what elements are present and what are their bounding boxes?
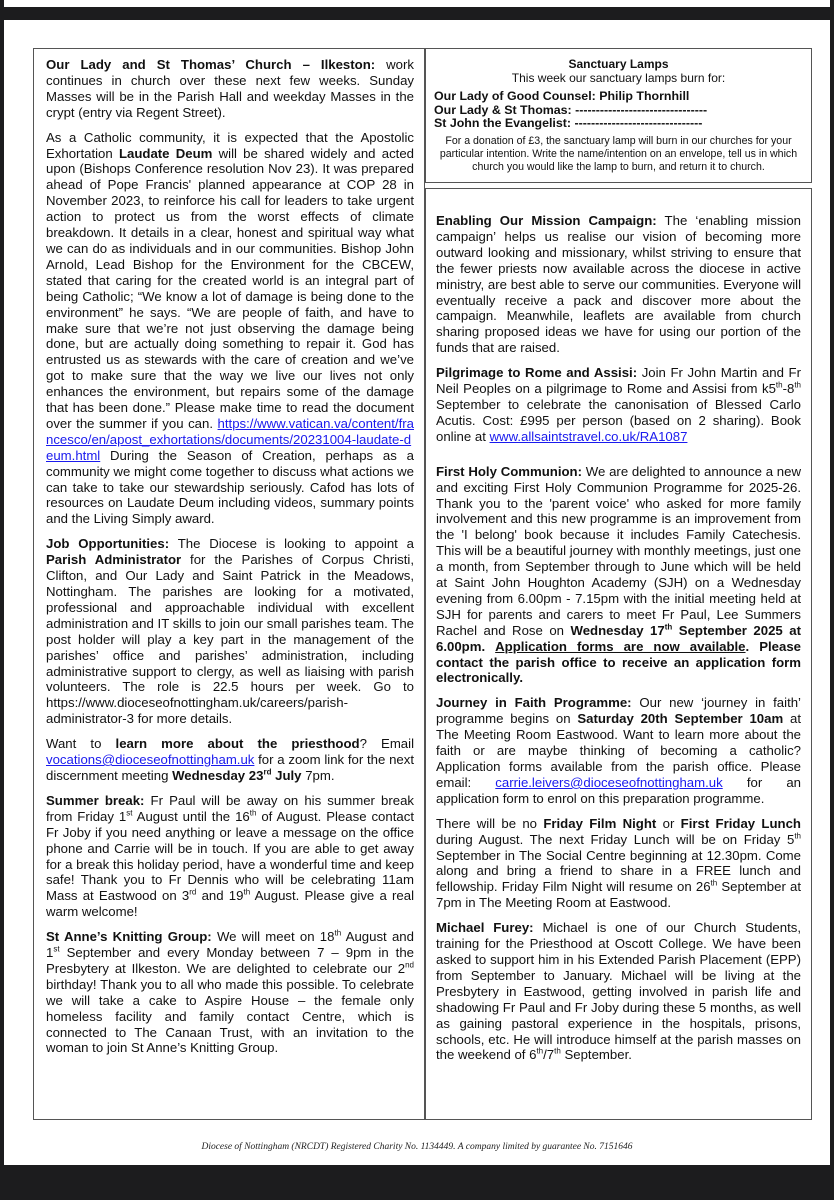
lamps-title: Sanctuary Lamps	[568, 57, 669, 71]
date-a: Wednesday 23	[172, 767, 264, 783]
carrie-email-link[interactable]: carrie.leivers@dioceseofnottingham.uk	[495, 774, 723, 790]
t: Fr Paul will be away on his summer break from Friday 1	[46, 792, 415, 824]
previous-page-edge	[4, 0, 830, 7]
sup: th	[554, 1047, 561, 1057]
journey-date: Saturday 20th September 10am	[577, 711, 784, 727]
t: at The Meeting Room Eastwood. Want to learn more about the faith or are maybe thinking of becoming a catholic? Application forms available from the parish office. Please email:	[436, 711, 801, 790]
ilkeston-notice	[46, 57, 414, 121]
mission-campaign-notice	[436, 213, 801, 356]
sup: th	[243, 887, 251, 897]
pilgrimage-notice	[436, 365, 801, 445]
laudate-link[interactable]: https://www.vatican.va/content/francesco/en/apost_exhortations/documents/20231004-laudate-deum.html	[46, 415, 414, 463]
newsletter-page	[4, 20, 830, 1165]
laudate-body: will be shared widely and acted upon (Bishops Conference resolution Nov 23). It was prepared ahead of Pope Francis' planned appearance at COP 28 in November 2023, to reinforce his call for leaders to take urgent action to protect us from the worst effects of climate breakdown. It details in a clear, honest and spiritual way what we can do as individuals and in our communities. Bishop John Arnold, Lead Bishop for the Environment for the CBCEW, stated that caring for the created world is an integral part of being Catholic; “We know a lot of damage is being done to the environment” he says. “We are people of faith, and have to make sure that we’re not just observing the damage being done, but are actually doing something to repair it. God has entrusted us as stewards with the care of creation and we’ve got to make sure that the way we live our lives not only enhances the environment, but repairs some of the damage that has been done.” Please make time to read the document over the summer if you can.	[46, 145, 414, 431]
t: or	[656, 815, 681, 831]
laudate-deum-notice	[46, 130, 414, 528]
film-night: Friday Film Night	[543, 815, 657, 831]
date-b: September 2025 at 6.00pm.	[436, 622, 801, 654]
mission-body: The ‘enabling mission campaign’ helps us realise our vision of becoming more outward looking and missionary, whilst striving to ensure that the fewer priests now available across the diocese in active ministry, are best able to serve our communities. Everyone will eventually receive a pack and discover more about the campaign. Meanwhile, leaflets are available from church sharing proposed ideas we have for using our portion of the funds that are raised.	[436, 213, 801, 356]
forms-available: Application forms are now available	[495, 638, 746, 654]
t: August. Please give a real warm welcome!	[46, 888, 415, 920]
t: We will meet on 18	[211, 929, 335, 945]
sup: th	[775, 380, 783, 390]
michael-furey-notice	[436, 920, 801, 1063]
laudate-title: Laudate Deum	[118, 145, 213, 161]
communion-body: We are delighted to announce a new and exciting First Holy Communion Programme for 2025-26. Thank you to the 'parent voice' who asked for more family involvement and this new programme is an improvement from the 'I belong' book because it includes Family Catechesis. This will be a beautiful journey with monthly meetings, just one a month, from September through to June which will be held at Saint John Houghton Academy (SJH) on a Wednesday evening from 6.00pm - 7.15pm with the initial meeting held at SJH for parents and carers to meet Fr Paul, Lee Summers Rachel and Rose on	[436, 463, 801, 638]
laudate-post: During the Season of Creation, perhaps as a community we might come together to discuss what actions we can take to take our stewardship seriously. Cafod has lots of resources on Laudate Deum including videos, summary points and the Living Simply award.	[46, 447, 414, 527]
ilkeston-title: Our Lady and St Thomas’ Church – Ilkeston:	[46, 57, 376, 72]
sup: th	[664, 622, 673, 632]
pilgrimage-title: Pilgrimage to Rome and Assisi:	[436, 365, 638, 381]
sup: st	[126, 808, 133, 818]
date-b: July	[271, 767, 302, 783]
priesthood-mid: ? Email	[359, 736, 415, 752]
allsaints-travel-link[interactable]: www.allsaintstravel.co.uk/RA1087	[489, 428, 688, 444]
jobs-body: for the Parishes of Corpus Christi, Clifton, and Our Lady and Saint Patrick in the Meadows, Nottingham. The parishes are looking for a motivated, professional and approachable individual with excellent administration and IT skills to join our small parishes team. The post holder will play a key part in the management of the parishes’ office and parishes’ administration, including administrative support to clergy, as well as liaising with parish volunteers. The role is 22.5 hours per week. Go to https://www.dioceseofnottingham.uk/careers/parish-administrator-3 for more details.	[46, 552, 414, 727]
friday-lunch: First Friday Lunch	[680, 815, 801, 831]
spacer	[436, 454, 801, 464]
knitting-group-notice	[46, 929, 414, 1056]
t: -8	[782, 381, 795, 397]
t: September and every Monday between 7 – 9pm in the Presbytery at Ilkeston. We are delighted to celebrate our 2	[46, 945, 414, 976]
charity-footer: Diocese of Nottingham (NRCDT) Registered Charity No. 1134449. A company limited by guarantee No. 7151646	[201, 1142, 633, 1152]
sup: th	[794, 380, 801, 390]
summer-break-notice	[46, 793, 414, 920]
priesthood-time: 7pm.	[301, 767, 335, 783]
knitting-title: St Anne’s Knitting Group:	[46, 929, 212, 945]
t: of August. Please contact Fr Joby if you need anything or leave a message on the office phone and Carrie will be in touch. If you are able to get away for a break this holiday period, have a wonderful time and keep safe! Thank you to Fr Dennis who will be celebrating 11am Mass at Eastwood on 3	[46, 808, 414, 904]
priesthood-date	[172, 768, 301, 783]
t: September.	[560, 1047, 632, 1063]
priesthood-notice	[46, 736, 414, 784]
priesthood-post: for a zoom link for the next discernment meeting	[46, 752, 414, 783]
t: There will be no	[436, 815, 544, 831]
lamps-subtitle: This week our sanctuary lamps burn for:	[511, 71, 726, 85]
left-column-box	[33, 48, 425, 1120]
journey-title: Journey in Faith Programme:	[436, 695, 632, 711]
mission-title: Enabling Our Mission Campaign:	[436, 213, 657, 228]
t: and 19	[196, 888, 244, 904]
journey-in-faith-notice	[436, 695, 801, 806]
lamp-entry: Our Lady of Good Counsel: Philip Thornhill	[434, 89, 690, 103]
t: for an application form to enrol on this preparation programme.	[436, 774, 802, 806]
t: during August. The next Friday Lunch will be on Friday 5	[436, 831, 795, 847]
t: August and 1	[46, 929, 414, 961]
t: September to celebrate the canonisation of Blessed Carlo Acutis. Cost: £995 per person (based on 2 sharing). Book online at	[436, 396, 801, 444]
t: /7	[543, 1047, 555, 1063]
lamp-entry: Our Lady & St Thomas: --------------------------------	[434, 102, 708, 117]
laudate-pre: As a Catholic community, it is expected that the Apostolic Exhortation	[46, 129, 414, 161]
sup: th	[249, 808, 257, 818]
priesthood-pre: Want to	[46, 736, 116, 752]
date-sup: rd	[263, 767, 272, 777]
t: Michael is one of our Church Students, training for the Priesthood at Oscott College. We have been asked to support him in his Extended Parish Placement (EPP) from September to January. Michael will be living at the Presbytery in Eastwood, getting involved in parish life and shadowing Fr Paul and Fr Joby during these 5 months, as well as gaining pastoral experience in the hospitals, prisons, schools, etc. He will introduce himself at the parish masses on the weekend of 6	[436, 920, 801, 1063]
sup: th	[334, 928, 342, 938]
first-communion-notice	[436, 464, 801, 687]
summer-title: Summer break:	[46, 792, 145, 808]
jobs-role: Parish Administrator	[46, 552, 182, 568]
sup: th	[710, 878, 718, 888]
communion-title: First Holy Communion:	[436, 463, 583, 479]
jobs-title: Job Opportunities:	[46, 536, 170, 552]
friday-events-notice	[436, 816, 801, 911]
date-a: Wednesday 17	[570, 622, 665, 638]
sup: rd	[189, 887, 197, 897]
lamp-entry: St John the Evangelist: -------------------------------	[434, 116, 703, 130]
t: August until the 16	[132, 808, 250, 824]
t: Join Fr John Martin and Fr Neil Peoples on a pilgrimage to Rome and Assisi from k5	[436, 365, 801, 397]
jobs-pre: The Diocese is looking to appoint a	[169, 536, 414, 552]
right-column-box	[425, 188, 812, 1120]
forms-contact: . Please contact the parish office to receive an application form electronically.	[436, 638, 802, 686]
vocations-email-link[interactable]: vocations@dioceseofnottingham.uk	[46, 752, 255, 768]
ilkeston-body: work continues in church over these next few weeks. Sunday Masses will be in the Parish Hall and weekday Masses in the crypt (entry via Regent Street).	[46, 57, 414, 120]
jobs-notice	[46, 536, 414, 727]
sanctuary-lamps-box	[425, 48, 812, 183]
lamps-note: For a donation of £3, the sanctuary lamp will burn in our churches for your particular intention. Write the name/intention on an envelope, tell us in which church you would like the lamp to burn, and return it to church.	[439, 134, 798, 173]
t: birthday! Thank you to all who made this possible. To celebrate we will take a cake to Aspire House – the female only homeless facility and family contact Centre, which is connected to The Canaan Trust, with an invitation to the woman to join St Anne’s Knitting Group.	[46, 976, 414, 1056]
sup: st	[53, 944, 60, 954]
t: Our new ‘journey in faith’ programme begins on	[436, 695, 801, 727]
furey-title: Michael Furey:	[436, 920, 534, 936]
sup: th	[536, 1047, 544, 1057]
sup: th	[794, 831, 801, 841]
priesthood-bold: learn more about the priesthood	[115, 736, 360, 752]
t: September at 7pm in The Meeting Room at Eastwood.	[436, 879, 801, 911]
t: September in The Social Centre beginning at 12.30pm. Come along and bring a friend to share in a FREE lunch and fellowship. Friday Film Night will resume on 26	[436, 847, 801, 895]
sup: nd	[405, 960, 414, 970]
